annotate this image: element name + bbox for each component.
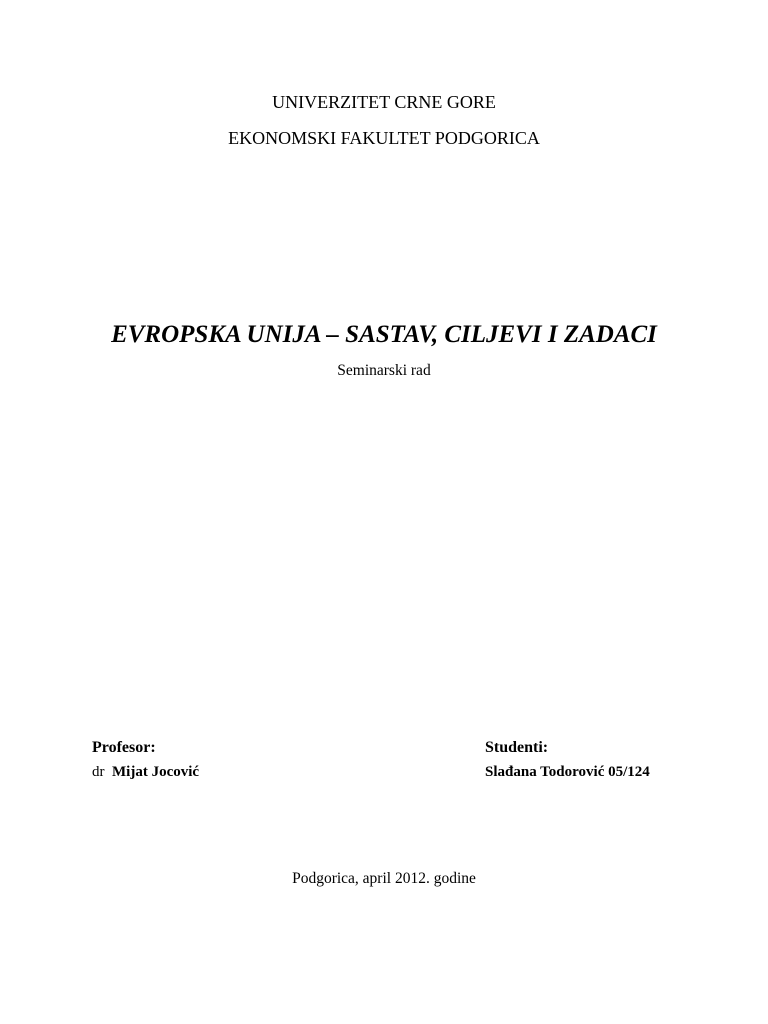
students-label: Studenti: xyxy=(485,739,549,756)
faculty-name: EKONOMSKI FAKULTET PODGORICA xyxy=(228,128,540,148)
student-name: Slađana Todorović 05/124 xyxy=(485,764,650,780)
professor-label: Profesor: xyxy=(92,739,156,756)
document-title: EVROPSKA UNIJA – SASTAV, CILJEVI I ZADACI xyxy=(111,321,657,348)
professor-prefix: dr xyxy=(92,764,105,780)
professor-name: Mijat Jocović xyxy=(112,764,200,780)
place-and-date: Podgorica, april 2012. godine xyxy=(292,870,476,887)
university-name: UNIVERZITET CRNE GORE xyxy=(272,92,496,112)
professor-entry xyxy=(92,761,199,783)
document-subtitle: Seminarski rad xyxy=(337,362,431,379)
